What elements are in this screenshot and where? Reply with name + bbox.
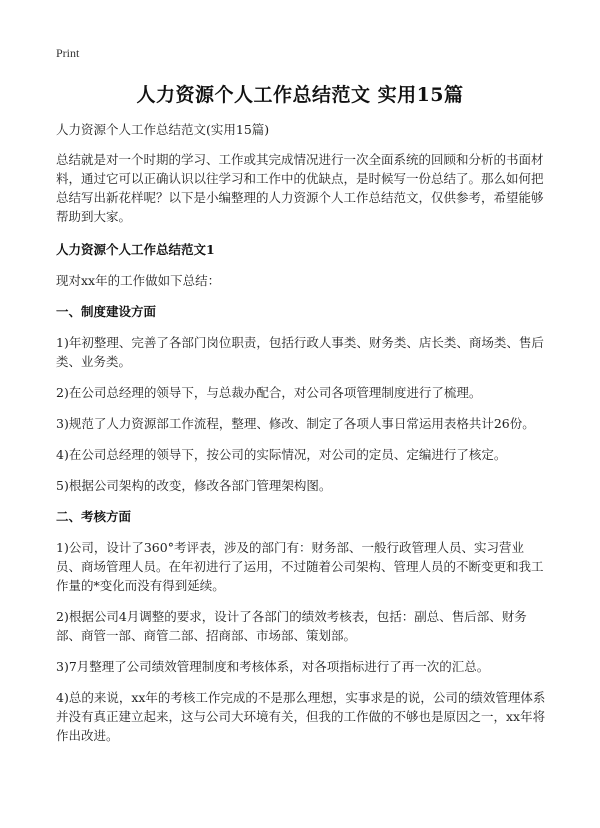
document-title: 人力资源个人工作总结范文 实用15篇 bbox=[136, 84, 464, 106]
part1-item: 1)年初整理、完善了各部门岗位职责，包括行政人事类、财务类、店长类、商场类、售后类、业务类。 bbox=[56, 335, 544, 369]
part1-item: 4)在公司总经理的领导下，按公司的实际情况，对公司的定员、定编进行了核定。 bbox=[56, 447, 507, 462]
part1-item: 2)在公司总经理的领导下，与总裁办配合，对公司各项管理制度进行了梳理。 bbox=[56, 385, 482, 400]
opening-paragraph: 现对xx年的工作做如下总结： bbox=[56, 273, 221, 288]
section-heading: 人力资源个人工作总结范文1 bbox=[56, 242, 215, 257]
print-link[interactable]: Print bbox=[56, 46, 80, 60]
part2-item: 1)公司，设计了360°考评表，涉及的部门有：财务部、一般行政管理人员、实习营业员、商场管理人员。在年初进行了运用，不过随着公司架构、管理人员的不断变更和我工作量的*变化而没有得到延续。 bbox=[56, 540, 544, 593]
part1-item: 5)根据公司架构的改变，修改各部门管理架构图。 bbox=[56, 478, 332, 493]
part1-heading: 一、制度建设方面 bbox=[56, 304, 157, 319]
part2-item: 4)总的来说，xx年的考核工作完成的不是那么理想，实事求是的说，公司的绩效管理体系并没有真正建立起来，这与公司大环境有关，但我的工作做的不够也是原因之一，xx年将作出改进。 bbox=[56, 690, 546, 743]
document-body bbox=[56, 120, 546, 757]
part2-item: 2)根据公司4月调整的要求，设计了各部门的绩效考核表，包括：副总、售后部、财务部、商管一部、商管二部、招商部、市场部、策划部。 bbox=[56, 609, 527, 643]
part1-item: 3)规范了人力资源部工作流程，整理、修改、制定了各项人事日常运用表格共计26份。 bbox=[56, 416, 535, 431]
document-subtitle: 人力资源个人工作总结范文(实用15篇) bbox=[56, 122, 270, 137]
part2-heading: 二、考核方面 bbox=[56, 509, 132, 524]
part2-item: 3)7月整理了公司绩效管理制度和考核体系，对各项指标进行了再一次的汇总。 bbox=[56, 659, 490, 674]
intro-paragraph: 总结就是对一个时期的学习、工作或其完成情况进行一次全面系统的回顾和分析的书面材料，通过它可以正确认识以往学习和工作中的优缺点，是时候写一份总结了。那么如何把总结写出新花样呢？以下是小编整理的人力资源个人工作总结范文，仅供参考，希望能够帮助到大家。 bbox=[56, 152, 544, 224]
